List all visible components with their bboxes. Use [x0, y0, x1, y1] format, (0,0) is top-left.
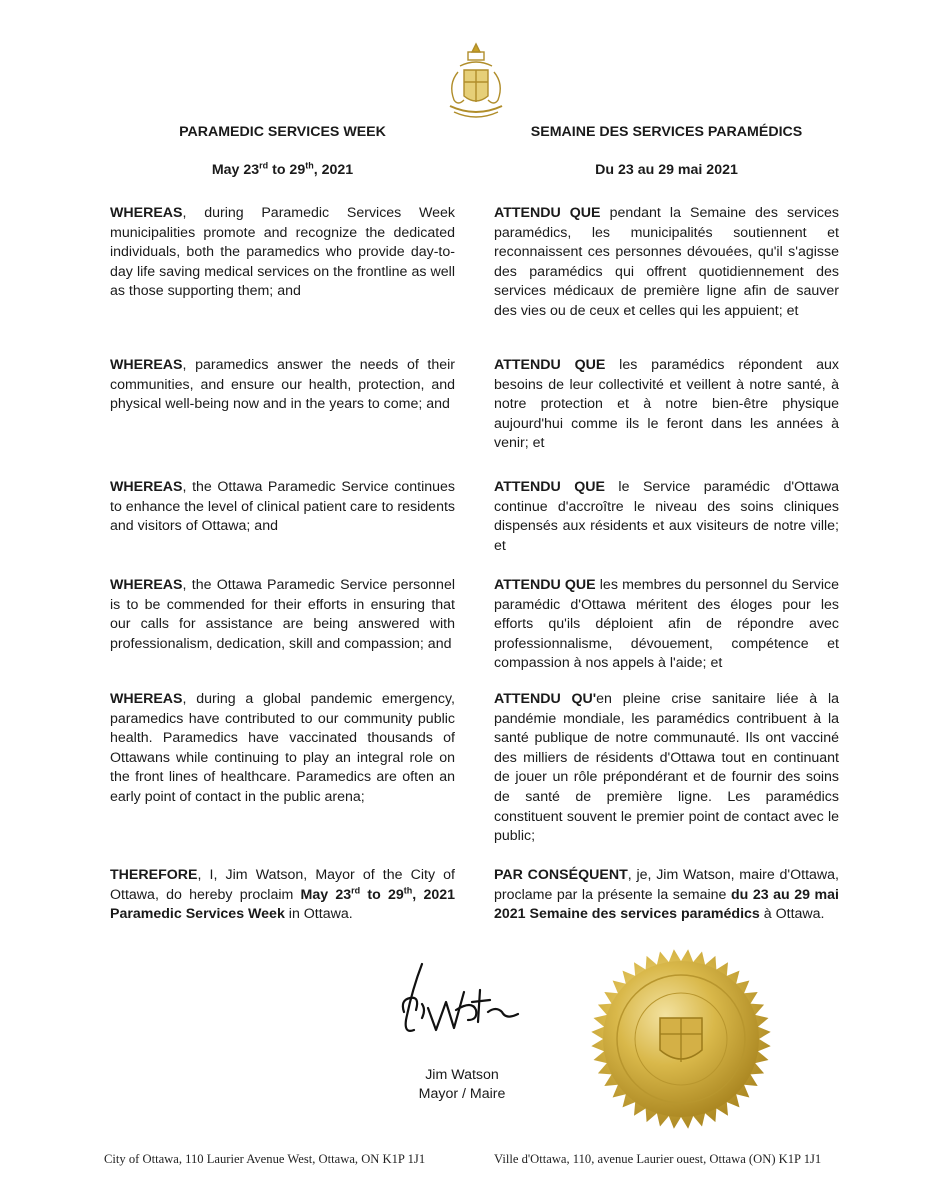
french-paragraph-4: ATTENDU QUE les membres du personnel du Service paramédic d'Ottawa méritent des éloges pour les efforts qu'ils déploient afin de répondre avec professionnalisme, dévouement, compétence et compassion à nos appels à l'aide; et [494, 577, 839, 672]
french-paragraph-5: ATTENDU QU'en pleine crise sanitaire liée à la pandémie mondiale, les paramédics contribuent à la santé publique de notre communauté. Ils ont vacciné des milliers de résidents d'Ottawa tout en continuant de jouer un rôle prépondérant et de fournir des soins de santé de première ligne. Les paramédics constituent souvent le premier point de contact avec le public; [494, 691, 839, 845]
date-english: May 23rd to 29th, 2021 [211, 160, 354, 178]
french-paragraph-3: ATTENDU QUE le Service paramédic d'Ottawa continue d'accroître le niveau des soins cliniques dispensés aux résidents et aux visiteurs de notre ville; et [494, 479, 839, 554]
signer-name: Jim Watson [425, 1067, 499, 1083]
french-paragraph-6: PAR CONSÉQUENT, je, Jim Watson, maire d'Ottawa, proclame par la présente la semaine du 23 au 29 mai 2021 Semaine des services paramédics à Ottawa. [494, 867, 839, 923]
french-paragraph-1: ATTENDU QUE pendant la Semaine des services paramédics, les municipalités soutiennent et reconnaissent ces personnes dévouées, qu'il s'agisse des paramédics qui offrent quotidiennement des services médicaux de première ligne afin de sauver des vies ou de ceux et celles qui les appuient; et [494, 205, 840, 319]
signer-title: Mayor / Maire [418, 1086, 506, 1102]
signer-block [392, 1066, 532, 1104]
english-paragraph-1: WHEREAS, during Paramedic Services Week municipalities promote and recognize the dedicated individuals, both the paramedics who provide day-to-day life saving medical services on the frontline as well as those supporting them; and [110, 205, 455, 300]
title-french: SEMAINE DES SERVICES PARAMÉDICS [530, 124, 803, 140]
footer-address-french: Ville d'Ottawa, 110, avenue Laurier ouest, Ottawa (ON) K1P 1J1 [494, 1152, 822, 1166]
english-paragraph-5: WHEREAS, during a global pandemic emergency, paramedics have contributed to our community public health. Paramedics have vaccinated thousands of Ottawans while continuing to play an integral role on the front lines of healthcare. Paramedics are often an early point of contact in the public arena; [110, 691, 455, 805]
english-paragraph-3: WHEREAS, the Ottawa Paramedic Service continues to enhance the level of clinical patient care to residents and visitors of Ottawa; and [110, 479, 455, 535]
french-paragraph-2: ATTENDU QUE les paramédics répondent aux besoins de leur collectivité et veillent à notre santé, à notre protection et à notre bien-être physique aujourd'hui comme ils le feront dans les années à venir; et [494, 357, 839, 452]
english-paragraph-6: THEREFORE, I, Jim Watson, Mayor of the City of Ottawa, do hereby proclaim May 23rd to 29th, 2021 Paramedic Services Week in Ottawa. [110, 867, 456, 923]
city-crest-icon [438, 40, 514, 128]
date-french: Du 23 au 29 mai 2021 [595, 162, 738, 178]
gold-seal-icon [588, 946, 774, 1132]
english-paragraph-4: WHEREAS, the Ottawa Paramedic Service personnel is to be commended for their efforts in ensuring that our calls for assistance are being answered with professionalism, dedication, skill and compassion; and [110, 577, 455, 652]
signature-icon [392, 950, 532, 1050]
footer-address-english: City of Ottawa, 110 Laurier Avenue West, Ottawa, ON K1P 1J1 [104, 1152, 426, 1166]
title-english: PARAMEDIC SERVICES WEEK [179, 124, 386, 140]
english-paragraph-2: WHEREAS, paramedics answer the needs of their communities, and ensure our health, protection, and physical well-being now and in the years to come; and [110, 357, 455, 413]
